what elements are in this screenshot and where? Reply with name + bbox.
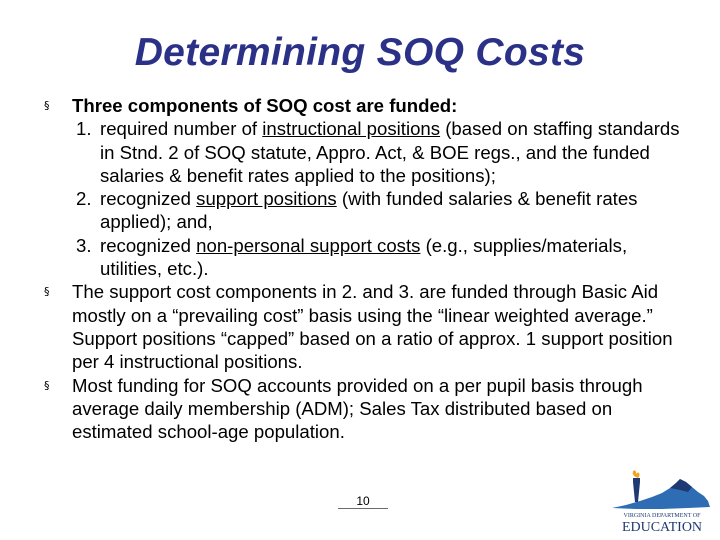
bullet-text: Three components of SOQ cost are funded:	[72, 95, 458, 116]
item-text-underlined: instructional positions	[262, 118, 441, 140]
item-number: 3.	[76, 234, 92, 256]
bullet-marker-icon: §	[44, 99, 50, 112]
item-number: 1.	[76, 118, 92, 140]
numbered-item	[42, 187, 692, 234]
item-text-post: (with funded salaries & benefit rates applied); and,	[100, 188, 638, 233]
numbered-item	[42, 117, 692, 187]
footer-divider	[338, 508, 388, 509]
logo-line1: VIRGINIA DEPARTMENT OF	[623, 513, 701, 519]
item-text-post: (based on staffing standards in Stnd. 2 of SOQ statute, Appro. Act, & BOE regs., and the funded salaries & benefit rates applied to the positions);	[100, 118, 680, 186]
bullet-text: The support cost components in 2. and 3. are funded through Basic Aid mostly on a “prevailing cost” basis using the “linear weighted average.” Support positions “capped” based on a ratio of approx. 1 support position per 4 instructional positions.	[72, 281, 673, 373]
item-text-pre: recognized	[100, 234, 197, 256]
virginia-state-icon	[612, 479, 710, 509]
bullet-item	[42, 280, 692, 373]
item-text-pre: required number of	[100, 118, 263, 140]
item-text-underlined: non-personal support costs	[196, 234, 421, 256]
numbered-list	[42, 117, 692, 280]
item-text-pre: recognized	[100, 188, 197, 210]
vdoe-logo	[606, 468, 714, 536]
page-number: 10	[356, 494, 370, 508]
torch-icon	[633, 470, 640, 502]
slide-body	[42, 94, 692, 443]
bullet-marker-icon: §	[44, 285, 50, 299]
item-number: 2.	[76, 188, 92, 210]
bullet-marker-icon: §	[44, 378, 50, 392]
logo-line2: EDUCATION	[621, 520, 703, 535]
bullet-item	[42, 374, 692, 444]
item-text-post: (e.g., supplies/materials, utilities, etc.).	[100, 234, 628, 280]
bullet-text: Most funding for SOQ accounts provided on a per pupil basis through average daily membership (ADM); Sales Tax distributed based on estimated school-age population.	[72, 374, 643, 443]
slide-title: Determining SOQ Costs	[134, 31, 586, 74]
bullet-item	[42, 94, 692, 117]
item-text-underlined: support positions	[196, 188, 337, 210]
numbered-item	[42, 234, 692, 281]
